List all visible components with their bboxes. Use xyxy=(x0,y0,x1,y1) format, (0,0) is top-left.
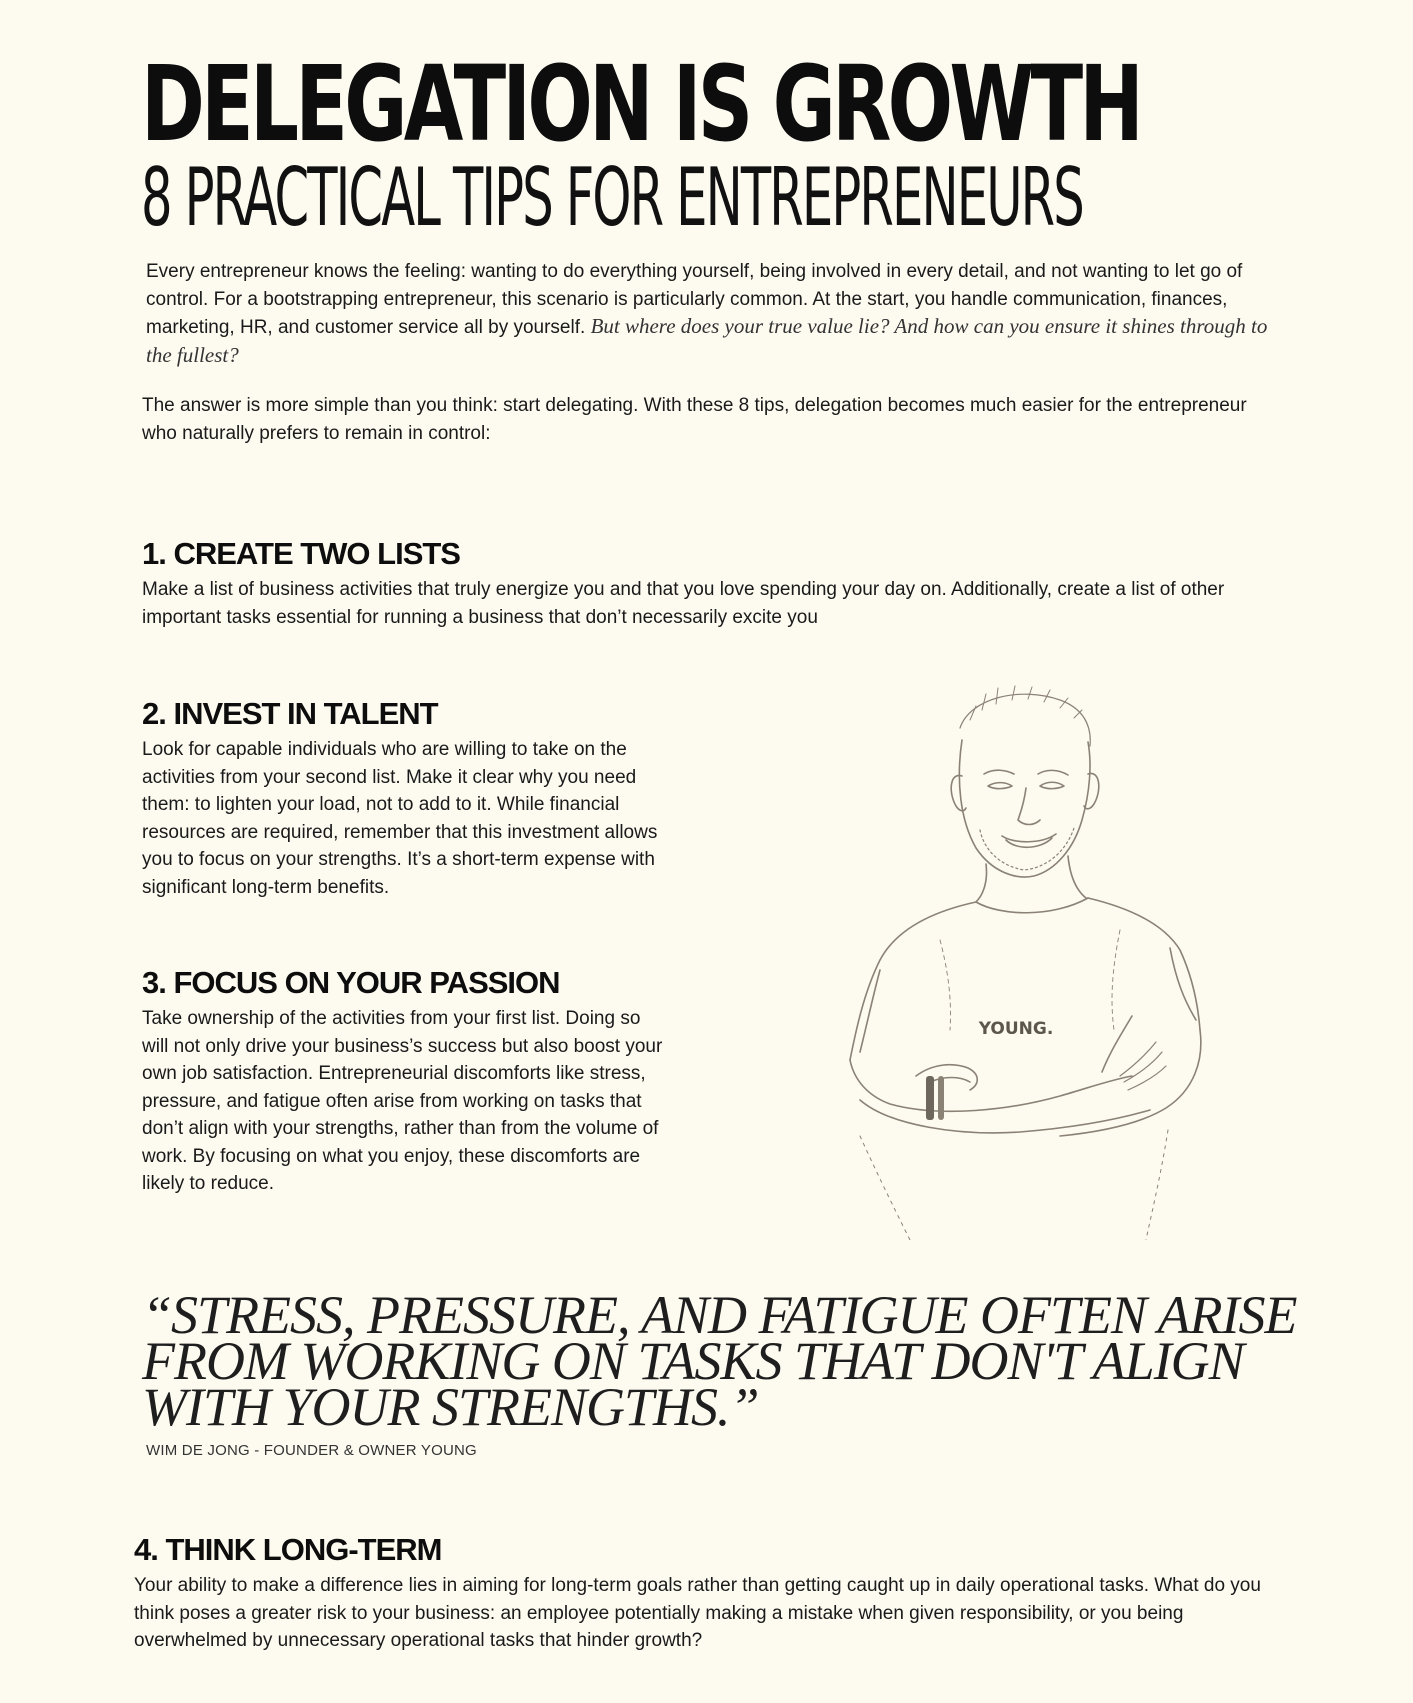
tip-4-heading: 4. THINK LONG-TERM xyxy=(134,1532,442,1567)
tip-3-body: Take ownership of the activities from your first list. Doing so will not only drive your business’s success but also boost your own job satisfaction. Entrepreneurial discomforts like stress, pressure, and fatigue often arise from working on tasks that don’t align with your strengths, rather than from the volume of work. By focusing on what you enjoy, these discomforts are likely to reduce. xyxy=(142,1008,663,1194)
tip-3-heading: 3. FOCUS ON YOUR PASSION xyxy=(142,965,560,1000)
page-subtitle: 8 PRACTICAL TIPS FOR ENTREPRENEURS xyxy=(141,151,1083,244)
founder-portrait-sketch xyxy=(820,680,1220,1240)
page-title: DELEGATION IS GROWTH xyxy=(141,43,1141,165)
intro-text: Every entrepreneur knows the feeling: wanting to do everything yourself, being involved in every detail, and not wanting to let go of control. For a bootstrapping entrepreneur, this scenario is particularly common. At the start, you handle communication, finances, marketing, HR, and customer service all by yourself. xyxy=(146,261,1243,338)
tip-4-body: Your ability to make a difference lies in aiming for long-term goals rather than getting caught up in daily operational tasks. What do you think poses a greater risk to your business: an employee potentially making a mistake when given responsibility, or you being overwhelmed by unnecessary operational tasks that hinder growth? xyxy=(134,1575,1261,1651)
tip-2-heading: 2. INVEST IN TALENT xyxy=(142,696,438,731)
pull-quote: “STRESS, PRESSURE, AND FATIGUE OFTEN ARISE FROM WORKING ON TASKS THAT DON'T ALIGN WITH YOUR STRENGTHS.” xyxy=(142,1285,1297,1437)
intro-paragraph xyxy=(146,258,1276,370)
tip-2-body: Look for capable individuals who are willing to take on the activities from your second list. Make it clear why you need them: to lighten your load, not to add to it. While financial resources are required, remember that this investment allows you to focus on your strengths. It’s a short-term expense with significant long-term benefits. xyxy=(142,739,658,898)
tip-1-body: Make a list of business activities that truly energize you and that you love spending your day on. Additionally, create a list of other important tasks essential for running a business that don’t necessarily excite you xyxy=(142,579,1225,628)
quote-attribution: WIM DE JONG - FOUNDER & OWNER YOUNG xyxy=(146,1442,477,1459)
intro-italic-question: But where does your true value lie? And how can you ensure it shines through to the fullest? xyxy=(146,314,1268,367)
portrait-shirt-logo: YOUNG. xyxy=(978,1019,1054,1039)
answer-paragraph: The answer is more simple than you think: start delegating. With these 8 tips, delegation becomes much easier for the entrepreneur who naturally prefers to remain in control: xyxy=(142,395,1247,444)
tip-1-heading: 1. CREATE TWO LISTS xyxy=(142,536,460,571)
